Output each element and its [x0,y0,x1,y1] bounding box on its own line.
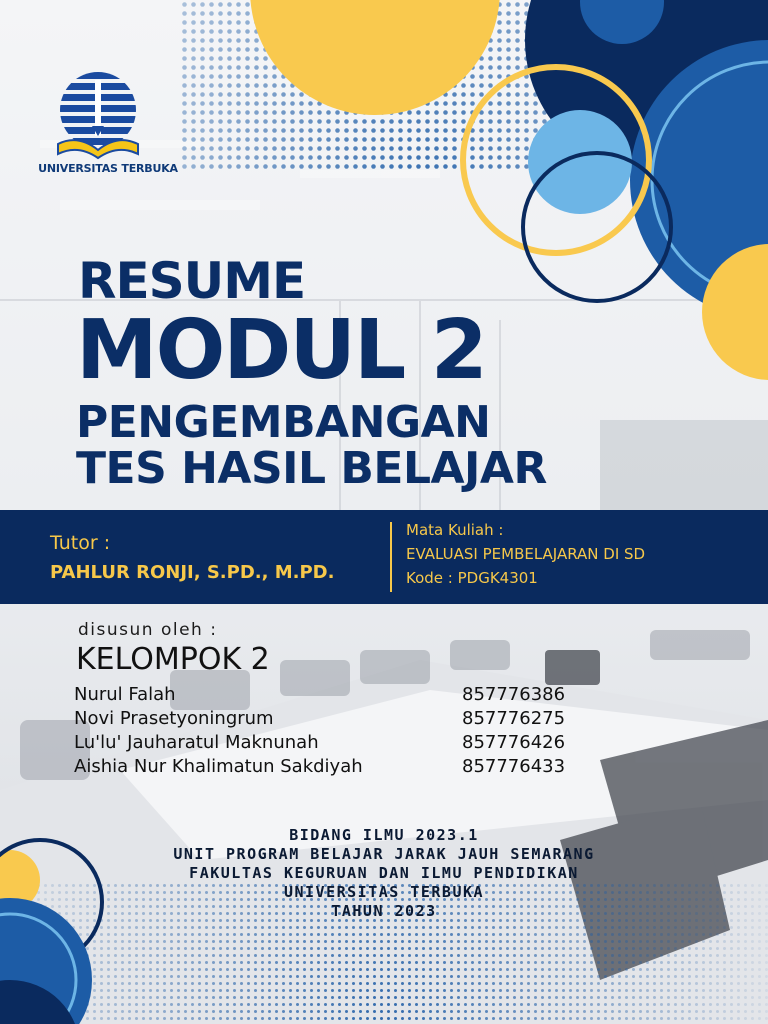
title-subject [76,397,547,495]
course-label: Mata Kuliah : [406,521,504,539]
tutor-label: Tutor : [50,532,111,554]
member-name: Lu'lu' Jauharatul Maknunah [74,732,319,753]
logo-emblem-icon [52,70,164,160]
member-name: Aishia Nur Khalimatun Sakdiyah [74,756,363,777]
member-id: 857776386 [462,684,566,705]
institution-footer [84,826,684,921]
yellow-circle-large [250,0,500,115]
member-name: Nurul Falah [74,684,176,705]
course-name: EVALUASI PEMBELAJARAN DI SD [406,545,646,563]
course-code: Kode : PDGK4301 [406,569,538,587]
member-name: Novi Prasetyoningrum [74,708,274,729]
title-subject-line1: PENGEMBANGAN [76,397,491,448]
tutor-name: PAHLUR RONJI, S.PD., M.PD. [50,562,335,583]
footer-line-university: UNIVERSITAS TERBUKA [283,883,485,901]
authored-by-label: disusun oleh : [78,620,218,640]
title-subject-line2: TES HASIL BELAJAR [76,443,547,495]
title-resume: RESUME [78,252,306,310]
band-divider [390,522,392,592]
info-band [0,510,768,604]
member-id: 857776426 [462,732,566,753]
footer-line-unit: UNIT PROGRAM BELAJAR JARAK JAUH SEMARANG [173,845,595,863]
member-id: 857776275 [462,708,566,729]
group-name: KELOMPOK 2 [76,642,270,677]
university-logo [38,70,178,180]
light-blue-circle [528,110,632,214]
footer-line-field: BIDANG ILMU 2023.1 [289,826,479,844]
footer-line-year: TAHUN 2023 [331,902,437,920]
logo-text: UNIVERSITAS TERBUKA [38,162,178,175]
title-modul: MODUL 2 [76,303,486,398]
footer-line-faculty: FAKULTAS KEGURUAN DAN ILMU PENDIDIKAN [189,864,579,882]
member-id: 857776433 [462,756,566,777]
